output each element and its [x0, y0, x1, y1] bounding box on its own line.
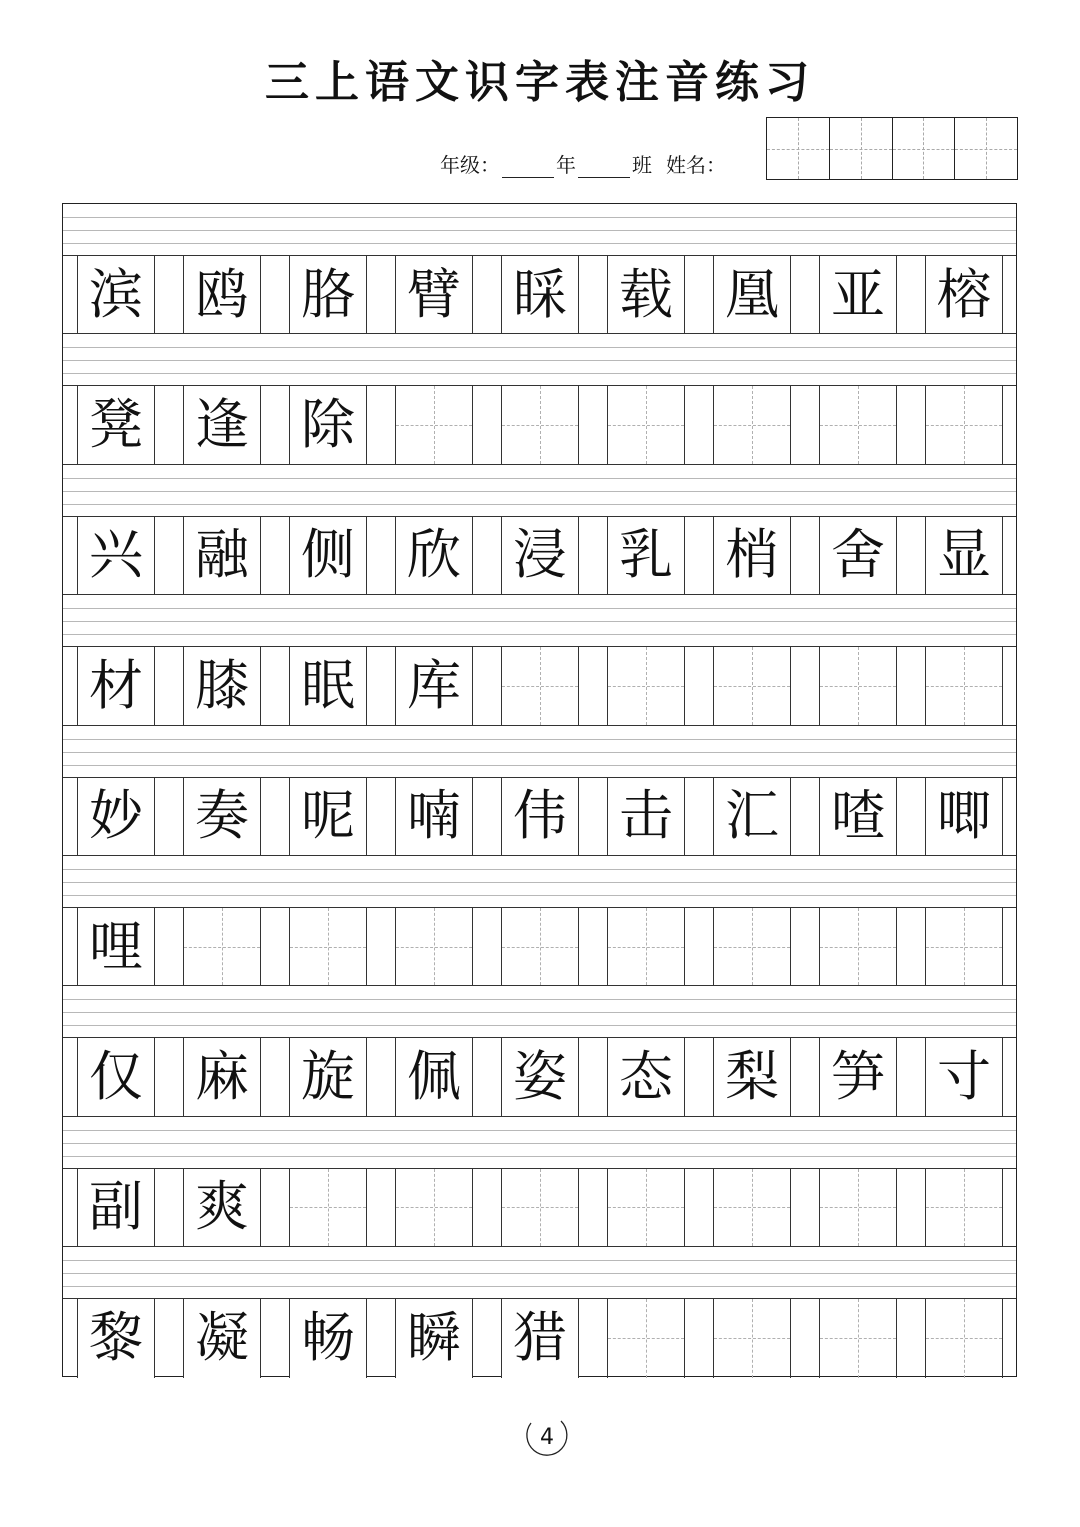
hanzi-character: 爽: [184, 1169, 260, 1246]
class-blank[interactable]: [578, 155, 630, 178]
hanzi-character: [714, 386, 790, 463]
empty-practice-cell[interactable]: [501, 908, 579, 985]
character-cell: [501, 1299, 579, 1377]
character-cell: [819, 256, 897, 333]
hanzi-character: [820, 1169, 896, 1246]
character-cell: [819, 1038, 897, 1115]
character-cell: [183, 778, 261, 855]
practice-row-block: [63, 1117, 1016, 1247]
character-cell: [289, 647, 367, 724]
empty-practice-cell[interactable]: [819, 1169, 897, 1246]
hanzi-character: [396, 908, 472, 985]
pinyin-writing-lines[interactable]: [63, 595, 1016, 647]
hanzi-character: [714, 1169, 790, 1246]
hanzi-character: [290, 908, 366, 985]
hanzi-character: 麻: [184, 1038, 260, 1115]
character-cell: [289, 386, 367, 463]
hanzi-character: 伟: [502, 778, 578, 855]
name-label: 姓名：: [666, 153, 726, 177]
character-row: [63, 908, 1016, 986]
character-cell: [925, 256, 1003, 333]
hanzi-character: 哩: [78, 908, 154, 985]
character-row: [63, 256, 1016, 334]
empty-practice-cell[interactable]: [819, 647, 897, 724]
character-cell: [713, 256, 791, 333]
character-cell: [77, 1299, 155, 1377]
year-label: 年: [556, 153, 576, 177]
character-cell: [925, 778, 1003, 855]
hanzi-character: 材: [78, 647, 154, 724]
hanzi-character: [926, 1169, 1002, 1246]
empty-practice-cell[interactable]: [183, 908, 261, 985]
empty-practice-cell[interactable]: [819, 386, 897, 463]
page-number: [521, 1411, 573, 1463]
empty-practice-cell[interactable]: [289, 1169, 367, 1246]
empty-practice-cell[interactable]: [395, 1169, 473, 1246]
hanzi-character: 汇: [714, 778, 790, 855]
character-cell: [501, 517, 579, 594]
name-cell[interactable]: [893, 118, 956, 179]
pinyin-writing-lines[interactable]: [63, 1247, 1016, 1299]
hanzi-character: 乳: [608, 517, 684, 594]
empty-practice-cell[interactable]: [925, 1169, 1003, 1246]
empty-practice-cell[interactable]: [501, 1169, 579, 1246]
character-cell: [925, 1038, 1003, 1115]
character-cell: [77, 908, 155, 985]
character-cell: [183, 1038, 261, 1115]
hanzi-character: 浸: [502, 517, 578, 594]
hanzi-character: 副: [78, 1169, 154, 1246]
empty-practice-cell[interactable]: [607, 386, 685, 463]
hanzi-character: 载: [608, 256, 684, 333]
character-cell: [183, 647, 261, 724]
pinyin-writing-lines[interactable]: [63, 465, 1016, 517]
empty-practice-cell[interactable]: [819, 1299, 897, 1377]
hanzi-character: 喳: [820, 778, 896, 855]
name-writing-box[interactable]: [766, 117, 1018, 180]
character-cell: [77, 1169, 155, 1246]
hanzi-character: 呢: [290, 778, 366, 855]
hanzi-character: 舍: [820, 517, 896, 594]
hanzi-character: [926, 908, 1002, 985]
hanzi-character: [396, 1169, 472, 1246]
character-cell: [183, 256, 261, 333]
hanzi-character: [502, 647, 578, 724]
hanzi-character: [820, 1299, 896, 1377]
character-cell: [77, 1038, 155, 1115]
hanzi-character: 榕: [926, 256, 1002, 333]
hanzi-character: 除: [290, 386, 366, 463]
pinyin-writing-lines[interactable]: [63, 986, 1016, 1038]
character-cell: [713, 517, 791, 594]
name-cell[interactable]: [955, 118, 1017, 179]
hanzi-character: [608, 1169, 684, 1246]
empty-practice-cell[interactable]: [501, 647, 579, 724]
character-cell: [501, 256, 579, 333]
character-cell: [395, 778, 473, 855]
hanzi-character: 唧: [926, 778, 1002, 855]
hanzi-character: [502, 908, 578, 985]
character-cell: [395, 256, 473, 333]
practice-row-block: [63, 334, 1016, 464]
hanzi-character: 膝: [184, 647, 260, 724]
hanzi-character: [714, 647, 790, 724]
character-cell: [183, 1299, 261, 1377]
character-cell: [289, 256, 367, 333]
hanzi-character: [608, 386, 684, 463]
hanzi-character: 臂: [396, 256, 472, 333]
pinyin-writing-lines[interactable]: [63, 856, 1016, 908]
empty-practice-cell[interactable]: [607, 908, 685, 985]
hanzi-character: [820, 908, 896, 985]
character-cell: [289, 778, 367, 855]
empty-practice-cell[interactable]: [713, 647, 791, 724]
practice-row-block: [63, 1247, 1016, 1377]
hanzi-character: 猎: [502, 1299, 578, 1377]
empty-practice-cell[interactable]: [925, 386, 1003, 463]
empty-practice-cell[interactable]: [501, 386, 579, 463]
character-row: [63, 517, 1016, 595]
hanzi-character: 仅: [78, 1038, 154, 1115]
character-cell: [925, 517, 1003, 594]
character-row: [63, 1299, 1016, 1377]
hanzi-character: 寸: [926, 1038, 1002, 1115]
hanzi-character: 眠: [290, 647, 366, 724]
empty-practice-cell[interactable]: [713, 1169, 791, 1246]
hanzi-character: [926, 647, 1002, 724]
hanzi-character: 融: [184, 517, 260, 594]
hanzi-character: 旋: [290, 1038, 366, 1115]
character-cell: [183, 386, 261, 463]
hanzi-character: 逢: [184, 386, 260, 463]
character-cell: [819, 517, 897, 594]
hanzi-character: [926, 386, 1002, 463]
hanzi-character: 凳: [78, 386, 154, 463]
page-title: 三上语文识字表注音练习: [265, 57, 815, 108]
empty-practice-cell[interactable]: [289, 908, 367, 985]
hanzi-character: 侧: [290, 517, 366, 594]
hanzi-character: 胳: [290, 256, 366, 333]
character-cell: [77, 256, 155, 333]
practice-row-block: [63, 465, 1016, 595]
hanzi-character: 奏: [184, 778, 260, 855]
character-cell: [289, 517, 367, 594]
hanzi-character: [184, 908, 260, 985]
character-cell: [77, 778, 155, 855]
page-number-text: 4: [540, 1424, 554, 1450]
pinyin-writing-lines[interactable]: [63, 1117, 1016, 1169]
hanzi-character: [608, 647, 684, 724]
practice-row-block: [63, 986, 1016, 1116]
hanzi-character: [396, 386, 472, 463]
empty-practice-cell[interactable]: [925, 647, 1003, 724]
practice-row-block: [63, 204, 1016, 334]
character-cell: [289, 1299, 367, 1377]
hanzi-character: [502, 386, 578, 463]
hanzi-character: 滨: [78, 256, 154, 333]
character-cell: [395, 1299, 473, 1377]
character-cell: [607, 778, 685, 855]
empty-practice-cell[interactable]: [607, 1169, 685, 1246]
character-row: [63, 386, 1016, 464]
character-cell: [607, 517, 685, 594]
character-cell: [607, 1038, 685, 1115]
hanzi-character: [608, 908, 684, 985]
hanzi-character: [290, 1169, 366, 1246]
empty-practice-cell[interactable]: [713, 386, 791, 463]
hanzi-character: 笋: [820, 1038, 896, 1115]
hanzi-character: 鸥: [184, 256, 260, 333]
student-info-line: [440, 146, 726, 178]
practice-row-block: [63, 595, 1016, 725]
empty-practice-cell[interactable]: [925, 1299, 1003, 1377]
character-cell: [501, 1038, 579, 1115]
hanzi-character: 梢: [714, 517, 790, 594]
hanzi-character: [714, 1299, 790, 1377]
hanzi-character: [502, 1169, 578, 1246]
empty-practice-cell[interactable]: [925, 908, 1003, 985]
character-cell: [77, 386, 155, 463]
character-cell: [713, 1038, 791, 1115]
hanzi-character: 库: [396, 647, 472, 724]
hanzi-character: 亚: [820, 256, 896, 333]
character-row: [63, 1038, 1016, 1116]
class-label: 班: [632, 153, 652, 177]
hanzi-character: [820, 386, 896, 463]
empty-practice-cell[interactable]: [713, 908, 791, 985]
hanzi-character: 黎: [78, 1299, 154, 1377]
character-row: [63, 778, 1016, 856]
character-row: [63, 1169, 1016, 1247]
hanzi-character: 睬: [502, 256, 578, 333]
hanzi-character: 兴: [78, 517, 154, 594]
grade-blank[interactable]: [502, 155, 554, 178]
empty-practice-cell[interactable]: [819, 908, 897, 985]
hanzi-character: 瞬: [396, 1299, 472, 1377]
hanzi-character: 凝: [184, 1299, 260, 1377]
hanzi-character: 姿: [502, 1038, 578, 1115]
character-cell: [395, 647, 473, 724]
hanzi-character: 妙: [78, 778, 154, 855]
pinyin-writing-lines[interactable]: [63, 726, 1016, 778]
hanzi-character: 喃: [396, 778, 472, 855]
empty-practice-cell[interactable]: [607, 647, 685, 724]
hanzi-character: [820, 647, 896, 724]
name-cell[interactable]: [767, 118, 830, 179]
hanzi-character: 凰: [714, 256, 790, 333]
name-cell[interactable]: [830, 118, 893, 179]
hanzi-character: [714, 908, 790, 985]
empty-practice-cell[interactable]: [395, 908, 473, 985]
hanzi-character: [926, 1299, 1002, 1377]
character-cell: [77, 647, 155, 724]
character-row: [63, 647, 1016, 725]
character-cell: [395, 1038, 473, 1115]
hanzi-character: 态: [608, 1038, 684, 1115]
practice-row-block: [63, 726, 1016, 856]
hanzi-character: 佩: [396, 1038, 472, 1115]
empty-practice-cell[interactable]: [607, 1299, 685, 1377]
hanzi-character: 梨: [714, 1038, 790, 1115]
empty-practice-cell[interactable]: [713, 1299, 791, 1377]
character-cell: [183, 1169, 261, 1246]
hanzi-character: 显: [926, 517, 1002, 594]
character-cell: [607, 256, 685, 333]
character-cell: [713, 778, 791, 855]
pinyin-writing-lines[interactable]: [63, 204, 1016, 256]
character-cell: [395, 517, 473, 594]
practice-grid: [62, 203, 1017, 1377]
hanzi-character: 畅: [290, 1299, 366, 1377]
character-cell: [501, 778, 579, 855]
character-cell: [819, 778, 897, 855]
character-cell: [183, 517, 261, 594]
hanzi-character: [608, 1299, 684, 1377]
hanzi-character: 欣: [396, 517, 472, 594]
grade-label: 年级：: [440, 153, 500, 177]
character-cell: [289, 1038, 367, 1115]
hanzi-character: 击: [608, 778, 684, 855]
character-cell: [77, 517, 155, 594]
empty-practice-cell[interactable]: [395, 386, 473, 463]
pinyin-writing-lines[interactable]: [63, 334, 1016, 386]
practice-row-block: [63, 856, 1016, 986]
